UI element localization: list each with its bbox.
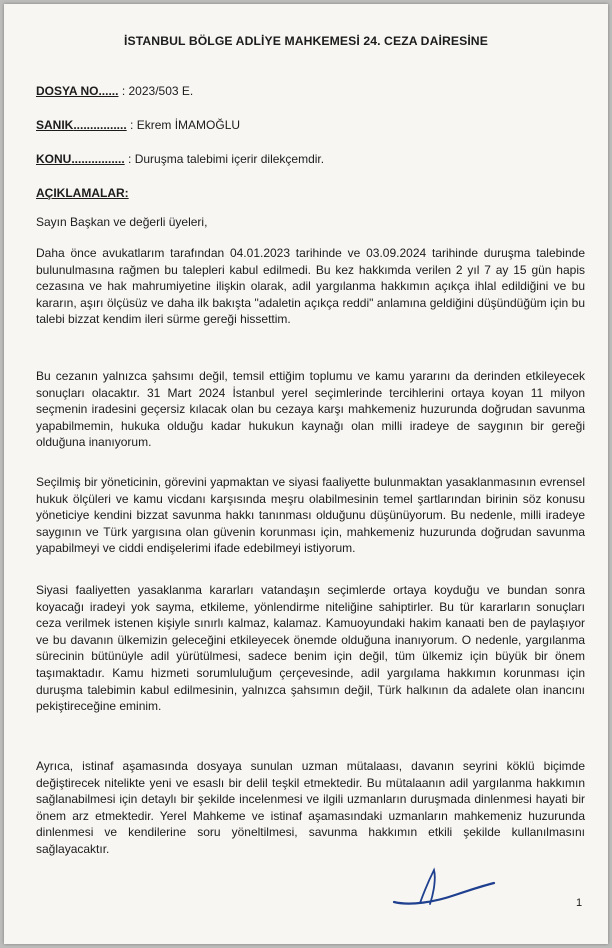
defendant-label: SANIK	[36, 118, 74, 132]
subject-label: KONU	[36, 152, 72, 166]
document-page	[4, 4, 608, 944]
document-title: İSTANBUL BÖLGE ADLİYE MAHKEMESİ 24. CEZA DAİRESİNE	[124, 34, 488, 48]
subject-row	[36, 152, 324, 166]
salutation: Sayın Başkan ve değerli üyeleri,	[36, 215, 208, 229]
case-number-row	[36, 84, 193, 98]
explanations-heading: AÇIKLAMALAR:	[36, 186, 129, 200]
subject-dots: ................	[71, 152, 125, 166]
defendant-colon: :	[126, 118, 137, 132]
case-number-colon: :	[118, 84, 129, 98]
subject-colon: :	[124, 152, 135, 166]
paragraph-5: Ayrıca, istinaf aşamasında dosyaya sunulan uzman mütalaası, davanın seyrini köklü biçimde değiştirecek nitelikte yeni ve esaslı bir delil teşkil etmektedir. Bu mütalaanın adil yargılanma hakkımın sağlanabilmesi için detaylı bir şekilde incelenmesi ve ilgili uzmanların duruşmada dinlenmesi hayati bir önem arz etmektedir. Yerel Mahkeme ve istinaf aşamasındaki uzmanların mahkemeniz huzurunda dinlenmesi ve kendilerine soru yöneltilmesi, savunma hakkımın etkili şekilde kullanılmasını sağlayacaktır.	[36, 759, 585, 856]
defendant-dots: ................	[73, 118, 127, 132]
paragraph-4: Siyasi faaliyetten yasaklanma kararları vatandaşın seçimlerde ortaya koyduğu ve bundan sonra koyacağı iradeyi yok sayma, etkileme, yönlendirme niteliğine sahiptirler. Bu tür kararların sonuçları ceza verilmek istenen kişiyle sınırlı kalmaz, kalamaz. Kamuoyundaki hakim kanaati ben de paylaşıyor ve bu davanın ülkemizin geleceğini etkileyecek önemde olduğuna inanıyorum. O nedenle, yargılanma sürecinin bütünüyle adil yürütülmesi, sadece benim için değil, tüm ülkemiz için büyük bir önem taşımaktadır. Kamu hizmeti sorumluluğum çerçevesinde, adil yargılama hakkımın korunması için duruşma talebimin kabul edilmesinin, yalnızca şahsımın değil, Türk halkının da adalete olan inancını pekiştireceğine eminim.	[36, 583, 585, 714]
signature-flourish	[420, 870, 435, 904]
paragraph-1: Daha önce avukatlarım tarafından 04.01.2023 tarihinde ve 03.09.2024 tarihinde duruşma talebinde bulunulmasına rağmen bu talepleri kabul edilmedi. Bu kez hakkımda verilen 2 yıl 7 ay 15 gün hapis cezasına ve hak mahrumiyetine ilişkin olarak, adil yargılanma hakkımın açıkça ihlal edildiğini ve bu kararın, aşırı ölçüsüz ve daha ilk bakışta "adaletin açıkça reddi" anlamına geldiğini düşündüğüm için bu talebi bizzat kendim ileri sürme gereği hissettim.	[36, 246, 585, 327]
page-number: 1	[576, 897, 583, 909]
paragraph-3: Seçilmiş bir yöneticinin, görevini yapmaktan ve siyasi faaliyette bulunmaktan yasaklanmasının evrensel hukuk ölçüleri ve kamu vicdanı karşısında meşru olabilmesinin temel şartlarından birinin söz konusu yöneticiye kendini bizzat savunma hakkı tanınması olduğunu düşünüyorum. Bu nedenle, milli iradeye saygının ve Türk yargısına olan güvenin korunması için, mahkemeniz huzurunda doğrudan savunma yapabilmeyi ve ciddi endişelerimi ifade edebilmeyi istiyorum.	[36, 475, 585, 556]
case-number-label: DOSYA NO	[36, 84, 99, 98]
defendant-value: Ekrem İMAMOĞLU	[136, 118, 241, 132]
signature	[390, 862, 500, 912]
case-number-value: 2023/503 E.	[128, 84, 194, 98]
case-number-dots: ......	[98, 84, 119, 98]
defendant-row	[36, 118, 240, 132]
subject-value: Duruşma talebimi içerir dilekçemdir.	[134, 152, 325, 166]
paragraph-2: Bu cezanın yalnızca şahsımı değil, temsil ettiğim toplumu ve kamu yararını da derinden etkileyecek sonuçları olacaktır. 31 Mart 2024 İstanbul yerel seçimlerinde tercihlerini ortaya koyan 11 milyon seçmenin iradesini geçersiz kılacak olan bu cezaya karşı mahkemeniz huzurunda doğrudan savunma yapabilmemin, hukuka olduğu kadar hukukun kaynağı olan milli iradeye de saygının bir gereği olduğuna inanıyorum.	[36, 369, 585, 450]
signature-stroke	[394, 883, 494, 904]
